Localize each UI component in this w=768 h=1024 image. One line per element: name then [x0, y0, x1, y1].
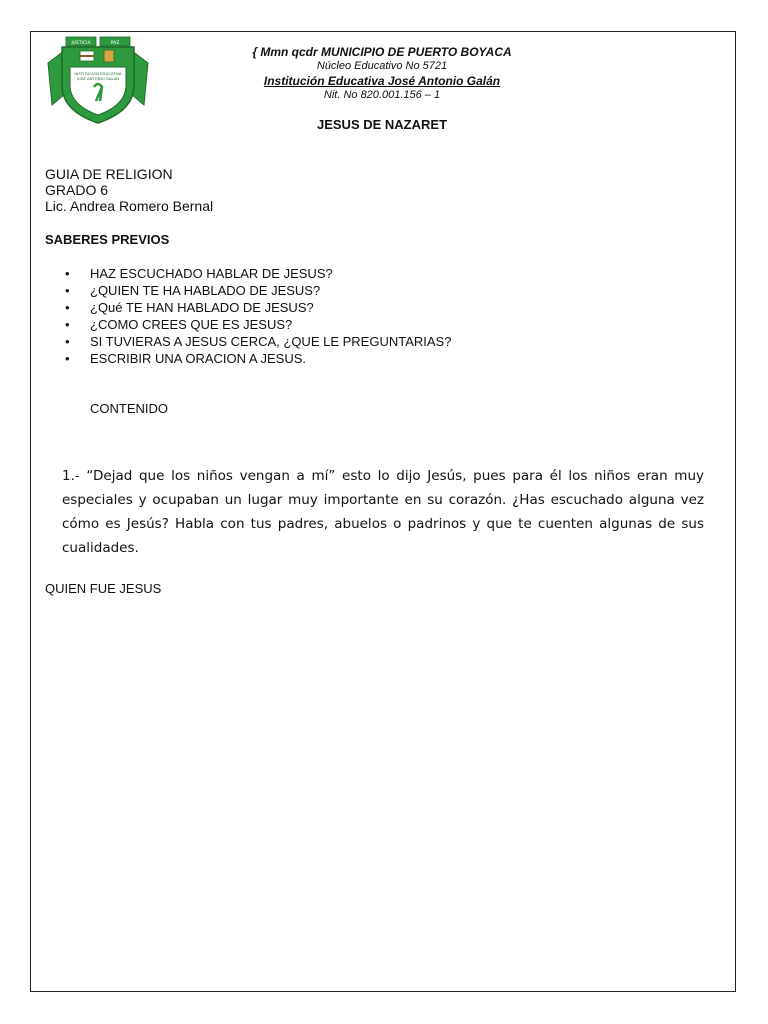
logo-banner-right: PAZ [110, 41, 120, 46]
document-title: JESUS DE NAZARET [316, 117, 448, 132]
header-municipality: { Mmn qcdr MUNICIPIO DE PUERTO BOYACA [252, 45, 512, 59]
document-meta [45, 166, 213, 214]
list-item: • ¿QUIEN TE HA HABLADO DE JESUS? [45, 282, 451, 299]
contenido-label: CONTENIDO [90, 401, 168, 416]
saberes-heading: SABERES PREVIOS [45, 232, 170, 247]
header-nit: Nit. No 820.001.156 – 1 [323, 89, 441, 101]
header-institution: Institución Educativa José Antonio Galán [263, 74, 501, 88]
list-item: • ESCRIBIR UNA ORACION A JESUS. [45, 350, 451, 367]
logo-inner-line2: JOSE ANTONIO GALAN [76, 76, 120, 81]
school-crest-logo [44, 33, 152, 125]
saberes-list [45, 265, 451, 367]
content-paragraph: 1.- “Dejad que los niños vengan a mí” esto lo dijo Jesús, pues para él los niños eran muy especiales y ocupaban un lugar muy importante en su corazón. ¿Has escuchado alguna vez cómo es Jesús? Habla con tus padres, abuelos o padrinos y que te cuenten algunas de sus cualidades. [62, 468, 704, 556]
teacher-name: Lic. Andrea Romero Bernal [45, 198, 214, 214]
section-quien-fue-jesus: QUIEN FUE JESUS [45, 581, 162, 596]
logo-banner-left: JUSTICIA [71, 41, 91, 46]
grade: GRADO 6 [45, 182, 109, 198]
list-item: • SI TUVIERAS A JESUS CERCA, ¿QUE LE PREGUNTARIAS? [45, 333, 451, 350]
logo-inner-line1: INSTITUCION EDUCATIVA [74, 71, 122, 76]
list-item: • ¿COMO CREES QUE ES JESUS? [45, 316, 451, 333]
header-nucleus: Núcleo Educativo No 5721 [316, 60, 448, 72]
list-item: • HAZ ESCUCHADO HABLAR DE JESUS? [45, 265, 451, 282]
list-item: • ¿Qué TE HAN HABLADO DE JESUS? [45, 299, 451, 316]
guide-name: GUIA DE RELIGION [45, 166, 173, 182]
